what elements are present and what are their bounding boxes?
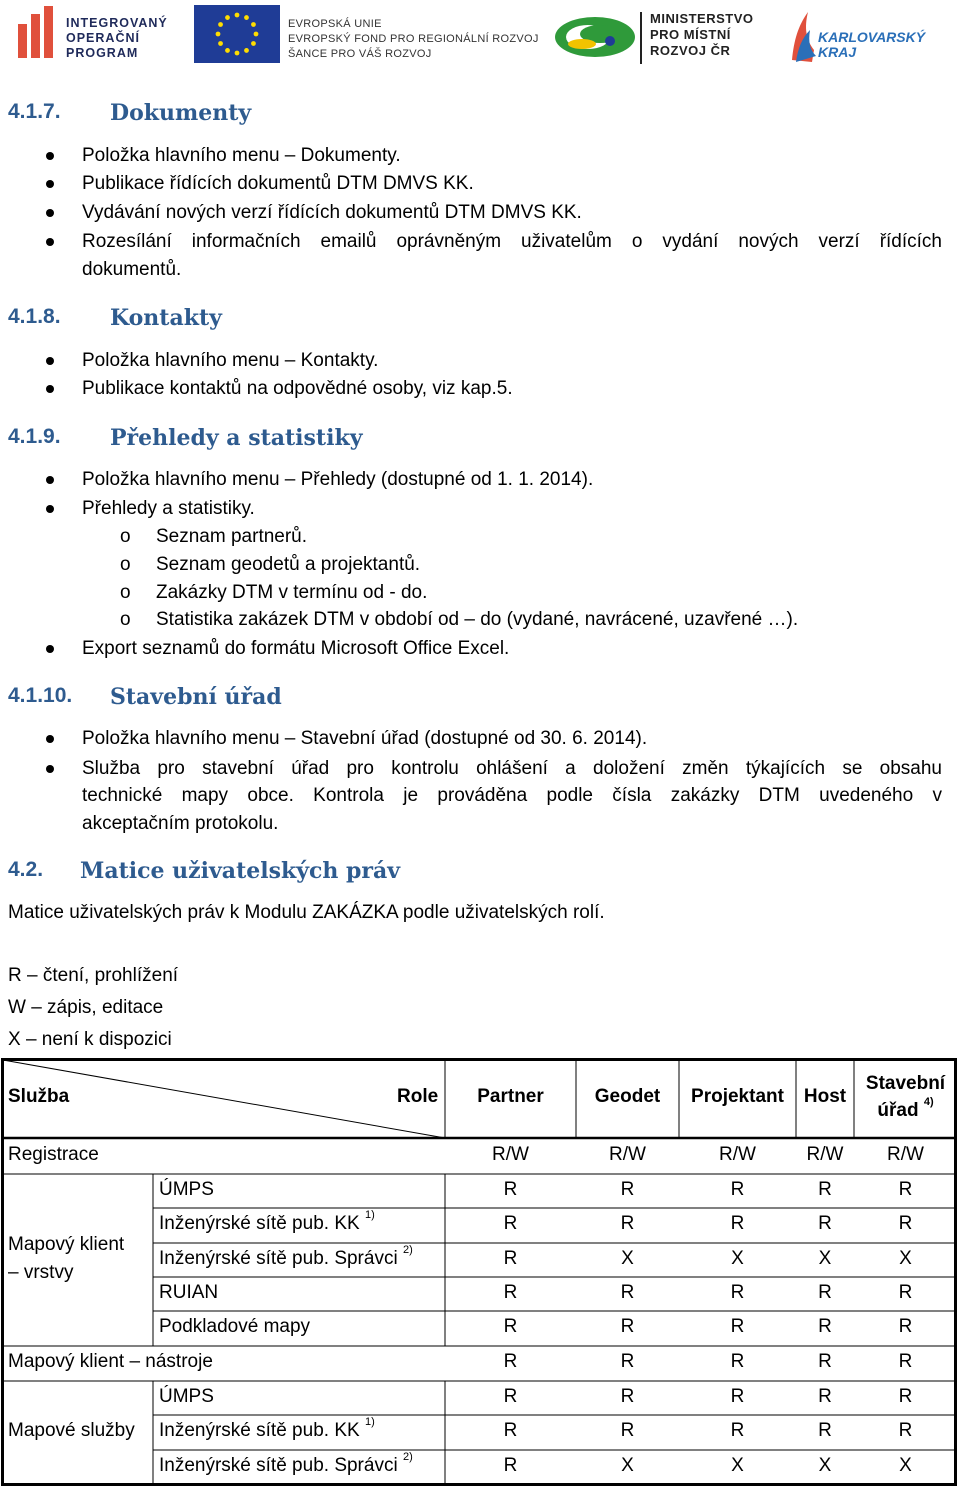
table-cell: R/W	[492, 1144, 529, 1165]
table-cell: X	[621, 1248, 634, 1269]
table-cell: R	[620, 1316, 635, 1337]
table-cell: R	[730, 1213, 745, 1234]
iop-logo	[16, 6, 176, 62]
sub-row-label: Inženýrské sítě pub. Správci $^{2)}$	[159, 1244, 413, 1269]
eu-text: EVROPSKÁ UNIE EVROPSKÝ FOND PRO REGIONÁLNÍ ROZVOJ ŠANCE PRO VÁŠ ROZVOJ	[288, 18, 539, 60]
bullet-dot	[46, 357, 54, 365]
bullet-dot	[46, 152, 54, 160]
bullet-dot	[46, 735, 54, 743]
table-cell: X	[899, 1248, 912, 1269]
table-cell: R	[730, 1420, 745, 1441]
group-label-vrstvy: – vrstvy	[8, 1262, 74, 1283]
list-item-continuation: akceptačním protokolu.	[82, 813, 279, 834]
table-cell: R	[730, 1351, 745, 1372]
table-cell: R	[898, 1179, 913, 1200]
table-cell: R	[898, 1351, 913, 1372]
logo-header	[0, 0, 960, 80]
table-cell: R	[503, 1282, 518, 1303]
list-item: Vydávání nových verzí řídících dokumentů DTM DMVS KK.	[82, 202, 582, 223]
table-cell: R	[818, 1316, 832, 1337]
row-label-nastroje: Mapový klient – nástroje	[8, 1351, 213, 1372]
table-cell: R	[818, 1386, 832, 1407]
bullet-dot	[46, 476, 54, 484]
table-cell: R	[503, 1248, 518, 1269]
eu-flag-icon	[194, 5, 280, 63]
eu-star-icon	[251, 22, 256, 27]
table-cell: X	[621, 1455, 634, 1476]
table-cell: R	[503, 1213, 518, 1234]
bullet-dot	[46, 645, 54, 653]
header-partner: Partner	[477, 1086, 544, 1107]
eu-star-icon	[254, 32, 259, 37]
sub-row-label: Podkladové mapy	[159, 1316, 311, 1337]
table-cell: R	[620, 1282, 635, 1303]
sub-bullet: o	[120, 554, 131, 575]
header-projektant: Projektant	[691, 1086, 784, 1107]
header-host: Host	[803, 1086, 847, 1107]
bullet-dot	[46, 180, 54, 188]
header-service: Služba	[8, 1086, 70, 1107]
table-cell: R	[620, 1420, 635, 1441]
sub-list-item: Seznam partnerů.	[156, 526, 308, 547]
eu-star-icon	[216, 32, 221, 37]
table-cell: X	[818, 1248, 832, 1269]
row-label-registrace: Registrace	[8, 1144, 99, 1165]
iop-text: INTEGROVANÝ OPERAČNÍ PROGRAM	[66, 16, 168, 60]
bullet-dot	[46, 238, 54, 246]
eu-star-icon	[225, 15, 230, 20]
sub-list-item: Zakázky DTM v termínu od - do.	[156, 582, 428, 603]
table-cell: R	[818, 1351, 832, 1372]
sub-row-label: Inženýrské sítě pub. Správci $^{2)}$	[159, 1451, 413, 1476]
eu-logo	[194, 5, 539, 63]
list-item: Export seznamů do formátu Microsoft Office Excel.	[82, 638, 510, 659]
list-item: Položka hlavního menu – Stavební úřad (dostupné od 30. 6. 2014).	[82, 728, 648, 749]
table-cell: R	[503, 1351, 518, 1372]
bullet-dot	[46, 505, 54, 513]
table-cell: R/W	[609, 1144, 646, 1165]
mmr-logo	[552, 8, 772, 64]
table-cell: R	[503, 1179, 518, 1200]
list-item: Položka hlavního menu – Přehledy (dostupné od 1. 1. 2014).	[82, 469, 594, 490]
sub-bullet: o	[120, 526, 131, 547]
kv-flame-icon	[788, 10, 818, 66]
eu-star-icon	[244, 48, 249, 53]
table-cell: R	[898, 1386, 913, 1407]
legend-read: R – čtení, prohlížení	[8, 965, 179, 986]
bullet-dot	[46, 209, 54, 217]
eu-star-icon	[235, 13, 240, 18]
karlovarsky-kraj-logo	[788, 10, 926, 66]
table-cell: X	[731, 1455, 744, 1476]
table-cell: R	[620, 1351, 635, 1372]
table-cell: X	[899, 1455, 912, 1476]
table-cell: X	[818, 1455, 832, 1476]
table-cell: R	[730, 1179, 745, 1200]
sub-bullet: o	[120, 609, 131, 630]
table-cell: R	[620, 1386, 635, 1407]
table-cell: R/W	[719, 1144, 756, 1165]
header-role: Role	[397, 1086, 439, 1107]
eu-star-icon	[235, 51, 240, 56]
sub-bullet: o	[120, 582, 131, 603]
table-cell: R	[818, 1420, 832, 1441]
rights-matrix-table	[1, 1058, 957, 1486]
group-label-mapovy-klient: Mapový klient	[8, 1234, 125, 1255]
table-cell: R	[818, 1282, 832, 1303]
eu-star-icon	[218, 22, 223, 27]
mmr-text: MINISTERSTVO PRO MÍSTNÍ ROZVOJ ČR	[650, 11, 754, 58]
mmr-mark-icon	[552, 14, 638, 60]
list-item: Přehledy a statistiky.	[82, 498, 255, 519]
table-cell: R	[620, 1213, 635, 1234]
group-label-mapove-sluzby: Mapové služby	[8, 1420, 135, 1441]
table-cell: R	[503, 1316, 518, 1337]
bullet-dot	[46, 385, 54, 393]
sub-row-label: Inženýrské sítě pub. KK $^{1)}$	[159, 1416, 375, 1441]
table-cell: X	[731, 1248, 744, 1269]
list-item: Publikace kontaktů na odpovědné osoby, viz kap.5.	[82, 378, 513, 399]
sub-list-item: Seznam geodetů a projektantů.	[156, 554, 421, 575]
matrix-intro: Matice uživatelských práv k Modulu ZAKÁZKA podle uživatelských rolí.	[8, 902, 605, 923]
header-geodet: Geodet	[594, 1086, 661, 1107]
eu-star-icon	[251, 41, 256, 46]
list-item: Publikace řídících dokumentů DTM DMVS KK.	[82, 173, 474, 194]
header-urad: úřad $^{4)}$	[877, 1096, 934, 1121]
list-item: Položka hlavního menu – Dokumenty.	[82, 145, 401, 166]
table-cell: R	[503, 1420, 518, 1441]
list-item: Položka hlavního menu – Kontakty.	[82, 350, 379, 371]
table-cell: R	[620, 1179, 635, 1200]
table-cell: R	[503, 1386, 518, 1407]
table-cell: R/W	[806, 1144, 844, 1165]
sub-row-label: ÚMPS	[159, 1179, 214, 1200]
legend-unavailable: X – není k dispozici	[8, 1029, 172, 1050]
table-cell: R	[898, 1282, 913, 1303]
eu-star-icon	[225, 48, 230, 53]
iop-bars-icon	[16, 6, 60, 62]
table-cell: R	[898, 1420, 913, 1441]
table-cell: R	[818, 1179, 832, 1200]
list-item: Rozesílání informačních emailů oprávněným uživatelům o vydání nových verzí řídících	[82, 231, 942, 252]
list-item: Služba pro stavební úřad pro kontrolu ohlášení a doložení změn týkajících se obsahu	[82, 758, 942, 779]
header-stavebni: Stavební	[865, 1073, 946, 1094]
eu-star-icon	[244, 15, 249, 20]
table-cell: R	[730, 1316, 745, 1337]
table-cell: R	[730, 1386, 745, 1407]
table-cell: R	[818, 1213, 832, 1234]
bullet-dot	[46, 765, 54, 773]
sub-list-item: Statistika zakázek DTM v období od – do (vydané, navrácené, uzavřené …).	[156, 609, 799, 630]
eu-star-icon	[218, 41, 223, 46]
legend-write: W – zápis, editace	[8, 997, 164, 1018]
sub-row-label: Inženýrské sítě pub. KK $^{1)}$	[159, 1209, 375, 1234]
table-cell: R	[898, 1316, 913, 1337]
list-item-continuation: technické mapy obce. Kontrola je prováděna podle čísla zakázky DTM uvedeného v	[82, 785, 942, 806]
mmr-separator	[640, 12, 642, 64]
sub-row-label: RUIAN	[159, 1282, 219, 1303]
sub-row-label: ÚMPS	[159, 1386, 214, 1407]
table-cell: R	[898, 1213, 913, 1234]
table-cell: R/W	[887, 1144, 924, 1165]
list-item-continuation: dokumentů.	[82, 259, 182, 280]
table-cell: R	[503, 1455, 518, 1476]
kv-text: KARLOVARSKÝ KRAJ	[818, 29, 926, 60]
table-cell: R	[730, 1282, 745, 1303]
